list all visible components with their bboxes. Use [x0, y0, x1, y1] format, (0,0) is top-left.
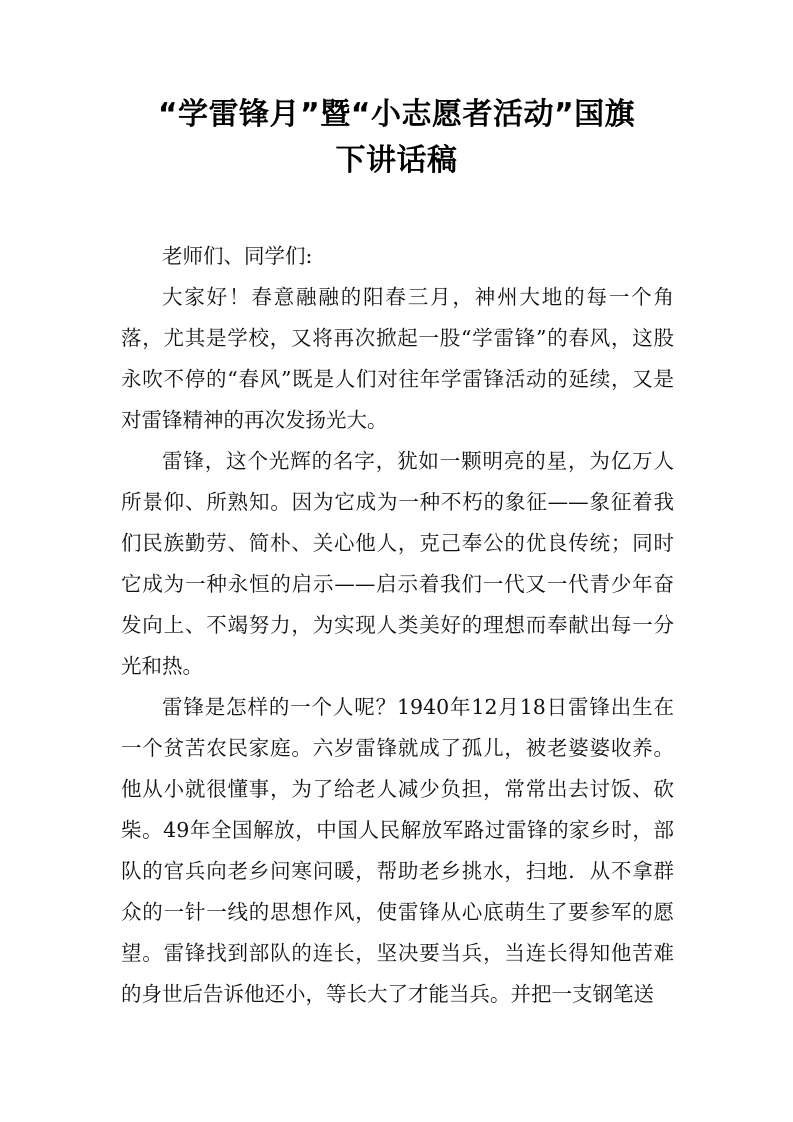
paragraph-lei-feng-name: 雷锋，这个光辉的名字，犹如一颗明亮的星，为亿万人所景仰、所熟知。因为它成为一种不朽的象征——象征着我们民族勤劳、简朴、关心他人，克己奉公的优良传统；同时它成为一种永恒的启示——启示着我们一代又一代青少年奋发向上、不竭努力，为实现人类美好的理想而奉献出每一分光和热。 [121, 449, 674, 678]
paragraph-lei-feng-life: 雷锋是怎样的一个人呢？1940年12月18日雷锋出生在一个贫苦农民家庭。六岁雷锋就成了孤儿，被老婆婆收养。他从小就很懂事，为了给老人减少负担，常常出去讨饭、砍柴。49年全国解放，中国人民解放军路过雷锋的家乡时，部队的官兵向老乡问寒问暖，帮助老乡挑水，扫地．从不拿群众的一针一线的思想作风，使雷锋从心底萌生了要参军的愿望。雷锋找到部队的连长，坚决要当兵，当连长得知他苦难的身世后告诉他还小，等长大了才能当兵。并把一支钢笔送 [121, 695, 674, 1006]
greeting: 老师们、同学们: [162, 244, 313, 268]
page-title [100, 92, 693, 184]
paragraph-opening: 大家好！春意融融的阳春三月，神州大地的每一个角落，尤其是学校，又将再次掀起一股“学雷锋”的春风，这股永吹不停的“春风”既是人们对往年学雷锋活动的延续，又是对雷锋精神的再次发扬光大。 [121, 285, 674, 432]
title-line-2: 下讲话稿 [335, 143, 458, 178]
speech-body [121, 236, 674, 1015]
title-line-1: “学雷锋月”暨“小志愿者活动”国旗 [157, 97, 636, 132]
